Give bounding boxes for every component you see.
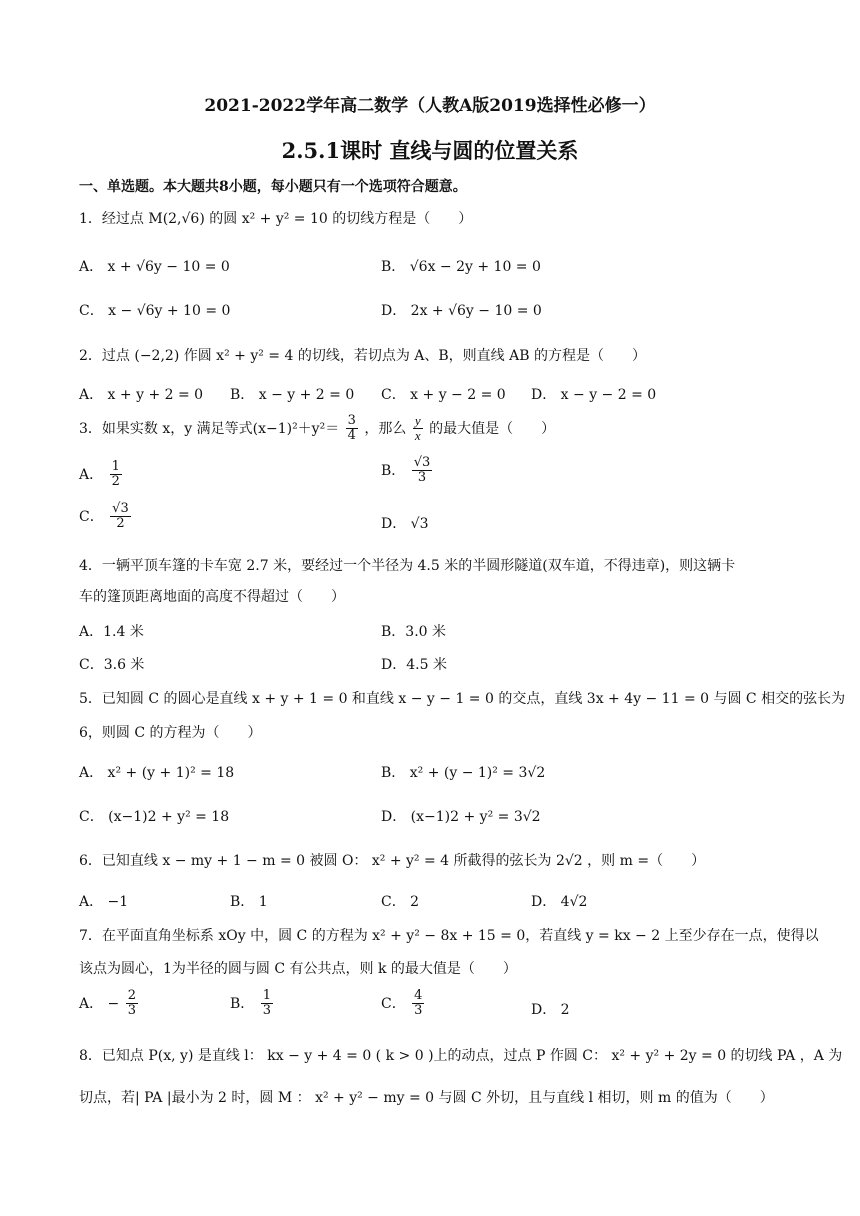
q2-option-c: C． x + y − 2 = 0 (381, 387, 506, 403)
q4-option-a: A．1.4 米 (79, 624, 144, 640)
q2-option-d: D． x − y − 2 = 0 (531, 387, 657, 403)
q3-option-b (381, 456, 434, 486)
q1-option-c: C． x − √6y + 10 = 0 (79, 303, 231, 319)
q7-option-a-numerator: 2 (127, 988, 137, 1003)
q7-option-b-fraction (261, 989, 273, 1019)
q1-option-a: A． x + √6y − 10 = 0 (79, 259, 230, 275)
q5-option-c: C． (x−1)2 + y² = 18 (79, 809, 230, 825)
q4-stem-line1: 4．一辆平顶车篷的卡车宽 2.7 米，要经过一个半径为 4.5 米的半圆形隧道(双车道，不得违章)，则这辆卡 (79, 558, 736, 574)
q8-stem-line1: 8．已知点 P(x, y) 是直线 l： kx − y + 4 = 0 ( k > 0 )上的动点，过点 P 作圆 C： x² + y² + 2y = 0 的切线 PA ，A 为 (79, 1048, 843, 1064)
q3-stem-part1: 3．如果实数 x，y 满足等式(x−1)²＋y²＝ (79, 420, 340, 437)
q4-option-c: C．3.6 米 (79, 657, 145, 673)
q6-option-c: C． 2 (381, 894, 420, 910)
q3-option-a (79, 460, 124, 490)
q4-option-d: D．4.5 米 (381, 657, 447, 673)
q4-option-b: B．3.0 米 (381, 624, 447, 640)
q7-option-c-label: C． (381, 995, 406, 1012)
q3-fraction-y-x (413, 414, 423, 444)
q7-option-d: D． 2 (531, 1002, 570, 1018)
q3-fraction1-denominator: 4 (347, 428, 356, 444)
q3-option-b-numerator: √3 (413, 455, 431, 470)
document-title: 2021-2022学年高二数学（人教A版2019选择性必修一） (204, 96, 656, 116)
q1-option-d: D． 2x + √6y − 10 = 0 (381, 303, 542, 319)
q3-option-c-fraction (110, 502, 131, 532)
q7-option-c-denominator: 3 (414, 1003, 423, 1019)
q6-stem: 6．已知直线 x − my + 1 − m = 0 被圆 O： x² + y² = 4 所截得的弦长为 2√2 ，则 m =（ ） (79, 853, 706, 869)
q2-option-a: A． x + y + 2 = 0 (79, 387, 204, 403)
q7-option-b-denominator: 3 (262, 1003, 272, 1019)
q3-option-a-fraction (110, 460, 122, 490)
q7-option-c-fraction (412, 989, 424, 1019)
q7-option-a-denominator: 3 (127, 1003, 137, 1019)
q7-option-b-label: B． (230, 995, 255, 1012)
q7-option-b (230, 989, 275, 1019)
q7-option-b-numerator: 1 (262, 988, 272, 1003)
section-heading: 一、单选题。本大题共8小题，每小题只有一个选项符合题意。 (79, 179, 467, 195)
q7-option-a (79, 989, 140, 1019)
q3-option-b-label: B． (381, 462, 406, 479)
q3-option-b-denominator: 3 (417, 470, 427, 486)
q3-option-a-label: A． (79, 466, 104, 483)
q3-option-c-numerator: √3 (112, 501, 129, 516)
q7-stem-line1: 7．在平面直角坐标系 xOy 中，圆 C 的方程为 x² + y² − 8x + 15 = 0，若直线 y = kx − 2 上至少存在一点，使得以 (79, 928, 819, 944)
q3-option-a-numerator: 1 (111, 459, 120, 474)
q3-option-c-denominator: 2 (116, 516, 125, 532)
q3-stem (79, 414, 555, 444)
q7-option-c (381, 989, 426, 1019)
q5-option-b: B． x² + (y − 1)² = 3√2 (381, 765, 546, 781)
q3-fraction2-denominator: x (414, 428, 421, 444)
q3-fraction1-numerator: 3 (347, 413, 356, 428)
q8-stem-line2: 切点，若| PA |最小为 2 时，圆 M ： x² + y² − my = 0 与圆 C 外切，且与直线 l 相切，则 m 的值为（ ） (79, 1090, 774, 1106)
document-subtitle: 2.5.1课时 直线与圆的位置关系 (281, 138, 579, 163)
q5-stem-line1: 5．已知圆 C 的圆心是直线 x + y + 1 = 0 和直线 x − y − 1 = 0 的交点，直线 3x + 4y − 11 = 0 与圆 C 相交的弦长为 (79, 691, 846, 707)
q6-option-a: A． −1 (79, 894, 129, 910)
q6-option-b: B． 1 (230, 894, 268, 910)
q3-option-a-denominator: 2 (111, 474, 120, 490)
q5-stem-line2: 6，则圆 C 的方程为（ ） (79, 725, 262, 741)
q6-option-d: D． 4√2 (531, 894, 588, 910)
q3-fraction-3-4 (346, 414, 358, 444)
q7-option-a-fraction (126, 989, 138, 1019)
q1-option-b: B． √6x − 2y + 10 = 0 (381, 259, 541, 275)
q3-option-c (79, 502, 133, 532)
q3-option-d: D． √3 (381, 516, 429, 532)
q3-option-c-label: C． (79, 508, 104, 525)
q1-stem: 1．经过点 M(2,√6) 的圆 x² + y² = 10 的切线方程是（ ） (79, 211, 473, 227)
q2-stem: 2．过点 (−2,2) 作圆 x² + y² = 4 的切线，若切点为 A、B，则直线 AB 的方程是（ ） (79, 348, 646, 364)
q3-stem-part2: ，那么 (364, 420, 407, 437)
q4-stem-line2: 车的篷顶距离地面的高度不得超过（ ） (79, 589, 345, 605)
q7-option-a-label: A． − (79, 995, 120, 1012)
q3-stem-part3: 的最大值是（ ） (429, 420, 556, 437)
q5-option-d: D． (x−1)2 + y² = 3√2 (381, 809, 541, 825)
q7-stem-line2: 该点为圆心，1为半径的圆与圆 C 有公共点，则 k 的最大值是（ ） (79, 961, 517, 977)
q3-option-b-fraction (412, 456, 433, 486)
q5-option-a: A． x² + (y + 1)² = 18 (79, 765, 235, 781)
q7-option-c-numerator: 4 (414, 988, 423, 1003)
q2-option-b: B． x − y + 2 = 0 (230, 387, 355, 403)
q3-fraction2-numerator: y (414, 413, 421, 428)
